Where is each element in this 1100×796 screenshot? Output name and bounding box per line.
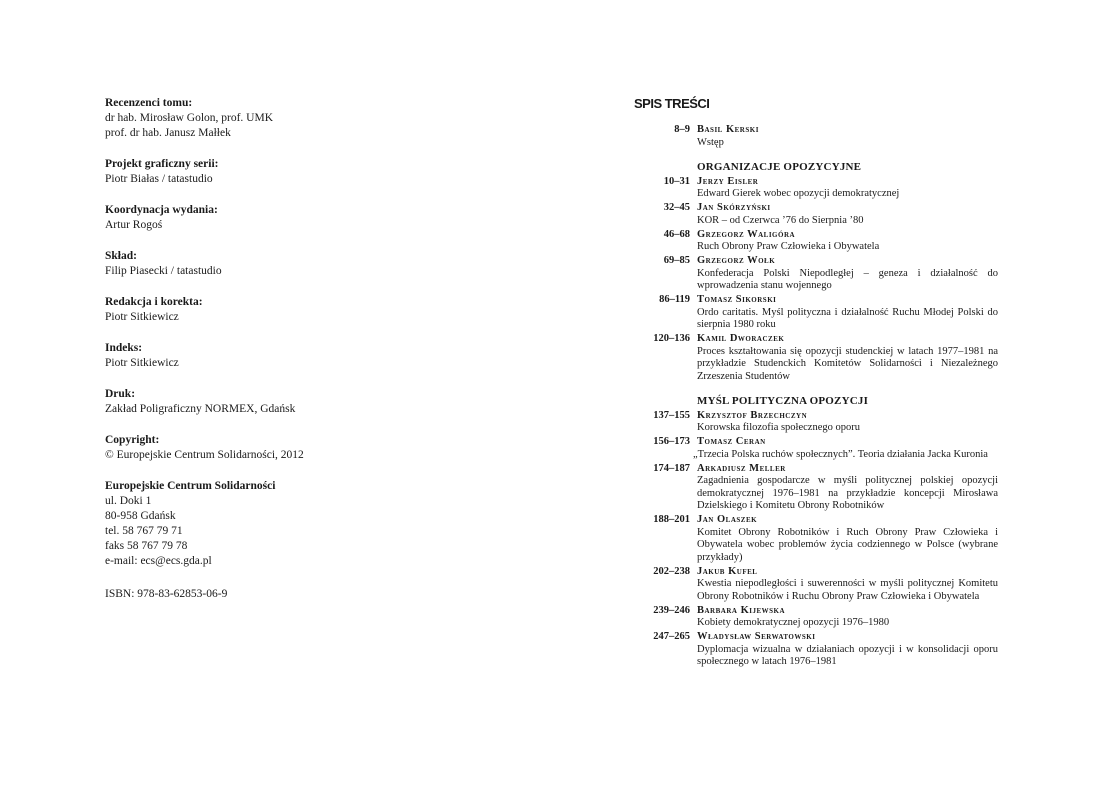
- toc-body: [693, 436, 998, 461]
- toc-entry: [640, 436, 998, 461]
- toc-body: [697, 605, 998, 630]
- toc-pages: 174–187: [653, 462, 690, 474]
- imprint-heading: Indeks:: [105, 342, 143, 354]
- toc-article-title: „Trzecia Polska ruchów społecznych”. Teoria działania Jacka Kuronia: [693, 448, 988, 460]
- toc-author: Basil Kerski: [697, 124, 759, 135]
- toc-author: Tomasz Sikorski: [697, 294, 777, 305]
- imprint-line: Piotr Sitkiewicz: [105, 357, 179, 369]
- toc-pages: 137–155: [653, 409, 690, 421]
- toc-entry: [640, 463, 998, 513]
- imprint-line: prof. dr hab. Janusz Małłek: [105, 127, 231, 139]
- toc-entry: [640, 514, 998, 564]
- imprint-blocks: [105, 96, 405, 569]
- toc-pages: 120–136: [653, 333, 690, 344]
- toc-entry: [640, 333, 998, 383]
- toc-pages: 239–246: [653, 604, 690, 616]
- toc-body: [697, 294, 998, 332]
- imprint-block: [105, 433, 405, 463]
- toc-article-title: Kobiety demokratycznej opozycji 1976–1980: [697, 617, 890, 628]
- toc-author: Władysław Serwatowski: [697, 631, 816, 642]
- toc-article-title: Dyplomacja wizualna w działaniach opozycji i w konsolidacji oporu społecznego w latach 1976–1981: [697, 643, 998, 667]
- toc-article-title: Ordo caritatis. Myśl polityczna i działalność Ruchu Młodej Polski do sierpnia 1980 roku: [697, 306, 998, 330]
- imprint-heading: Druk:: [105, 388, 136, 400]
- imprint-line: © Europejskie Centrum Solidarności, 2012: [105, 449, 304, 461]
- toc-body: [697, 202, 998, 227]
- toc-article-title: Kwestia niepodległości i suwerenności w myśli politycznej Komitetu Obrony Robotników i Ruchu Obrony Praw Człowieka i Obywatela: [697, 578, 998, 602]
- imprint-line: ul. Doki 1: [105, 495, 152, 507]
- imprint: [105, 96, 405, 602]
- toc-entry: [640, 229, 998, 254]
- toc-entry: [640, 124, 998, 149]
- toc-author: Kamil Dworaczek: [697, 333, 785, 344]
- imprint-line: Piotr Sitkiewicz: [105, 311, 179, 323]
- toc-author: Barbara Kijewska: [697, 604, 786, 616]
- toc-author: Jan Skórzyński: [697, 202, 771, 213]
- toc-pages: 188–201: [653, 514, 690, 525]
- imprint-line: e-mail: ecs@ecs.gda.pl: [105, 555, 212, 567]
- imprint-line: 80-958 Gdańsk: [105, 510, 176, 522]
- right-page: [550, 0, 1100, 796]
- toc-entry: [640, 202, 998, 227]
- toc-body: [697, 463, 998, 513]
- imprint-heading: Europejskie Centrum Solidarności: [105, 480, 276, 492]
- toc-entry: [640, 631, 998, 669]
- toc-pages: 69–85: [663, 255, 690, 266]
- toc-entry: [640, 176, 998, 201]
- imprint-line: tel. 58 767 79 71: [105, 525, 183, 537]
- isbn: ISBN: 978-83-62853-06-9: [105, 588, 228, 600]
- toc-article-title: KOR – od Czerwca ’76 do Sierpnia ’80: [697, 214, 864, 226]
- imprint-line: Zakład Poligraficzny NORMEX, Gdańsk: [105, 403, 296, 415]
- table-of-contents: [640, 124, 998, 670]
- toc-pages: 86–119: [659, 294, 690, 305]
- toc-author: Jerzy Eisler: [697, 175, 759, 187]
- imprint-block: [105, 479, 405, 569]
- toc-pages: 10–31: [663, 175, 690, 187]
- toc-entry: [640, 605, 998, 630]
- toc-article-title: Zagadnienia gospodarcze w myśli politycznej polskiej opozycji demokratycznej 1976–1981 na przykładzie koncepcji Mirosława Dzielskiego i Komitetu Obrony Robotników: [697, 475, 998, 511]
- imprint-block: [105, 341, 405, 371]
- toc-body: [697, 514, 998, 564]
- toc-pages: 32–45: [663, 202, 690, 213]
- imprint-block: [105, 157, 405, 187]
- toc-body: [697, 229, 998, 254]
- toc-author: Jan Olaszek: [697, 514, 758, 525]
- toc-article-title: Konfederacja Polski Niepodległej – geneza i działalność do wprowadzenia stanu wojennego: [697, 267, 998, 291]
- toc-author: Krzysztof Brzechczyn: [697, 409, 808, 421]
- imprint-line: Filip Piasecki / tatastudio: [105, 265, 222, 277]
- toc-body: [697, 333, 998, 383]
- imprint-line: faks 58 767 79 78: [105, 540, 188, 552]
- imprint-heading: Skład:: [105, 250, 137, 262]
- imprint-block: [105, 96, 405, 141]
- imprint-line: Artur Rogoś: [105, 219, 163, 231]
- toc-pages: 202–238: [653, 565, 690, 577]
- toc-title: SPIS TREŚCI: [634, 96, 710, 111]
- imprint-heading: Copyright:: [105, 434, 160, 446]
- imprint-line: Piotr Białas / tatastudio: [105, 173, 213, 185]
- toc-entry: [640, 294, 998, 332]
- toc-pages: 8–9: [674, 124, 690, 135]
- toc-section-heading: ORGANIZACJE OPOZYCYJNE: [697, 161, 862, 173]
- toc-author: Grzegorz Wołk: [697, 255, 776, 266]
- toc-author: Grzegorz Waligóra: [697, 228, 796, 240]
- imprint-block: [105, 387, 405, 417]
- imprint-heading: Redakcja i korekta:: [105, 296, 203, 308]
- toc-sections: [640, 161, 998, 669]
- toc-body: [697, 631, 998, 669]
- toc-body: [697, 255, 998, 293]
- imprint-block: [105, 249, 405, 279]
- toc-author: Jakub Kufel: [697, 565, 758, 577]
- imprint-heading: Recenzenci tomu:: [105, 97, 193, 109]
- toc-article-title: Korowska filozofia społecznego oporu: [697, 422, 860, 433]
- imprint-block: [105, 203, 405, 233]
- toc-article-title: Ruch Obrony Praw Człowieka i Obywatela: [697, 241, 880, 252]
- toc-body: [697, 124, 998, 149]
- imprint-heading: Koordynacja wydania:: [105, 204, 218, 216]
- toc-article-title: Edward Gierek wobec opozycji demokratycznej: [697, 188, 900, 199]
- toc-entry: [640, 566, 998, 604]
- toc-author: Tomasz Ceran: [697, 436, 766, 447]
- imprint-line: dr hab. Mirosław Golon, prof. UMK: [105, 112, 274, 124]
- imprint-block: [105, 295, 405, 325]
- toc-article-title: Wstęp: [697, 136, 724, 148]
- toc-body: [697, 176, 998, 201]
- toc-entry: [640, 410, 998, 435]
- toc-section-heading: MYŚL POLITYCZNA OPOZYCJI: [697, 395, 869, 407]
- toc-body: [697, 410, 998, 435]
- toc-pages: 247–265: [653, 631, 690, 642]
- toc-pages: 46–68: [663, 228, 690, 240]
- toc-author: Arkadiusz Meller: [697, 462, 786, 474]
- toc-article-title: Proces kształtowania się opozycji studenckiej w latach 1977–1981 na przykładzie Studenckich Komitetów Solidarności i Niezależnego Zrzeszenia Studentów: [697, 345, 998, 382]
- toc-entry: [640, 255, 998, 293]
- toc-body: [697, 566, 998, 604]
- toc-article-title: Komitet Obrony Robotników i Ruch Obrony Praw Człowieka i Obywatela wobec problemów życia codziennego w Polsce (wybrane przykłady): [697, 526, 998, 563]
- toc-pages: 156–173: [653, 436, 690, 447]
- imprint-heading: Projekt graficzny serii:: [105, 158, 219, 170]
